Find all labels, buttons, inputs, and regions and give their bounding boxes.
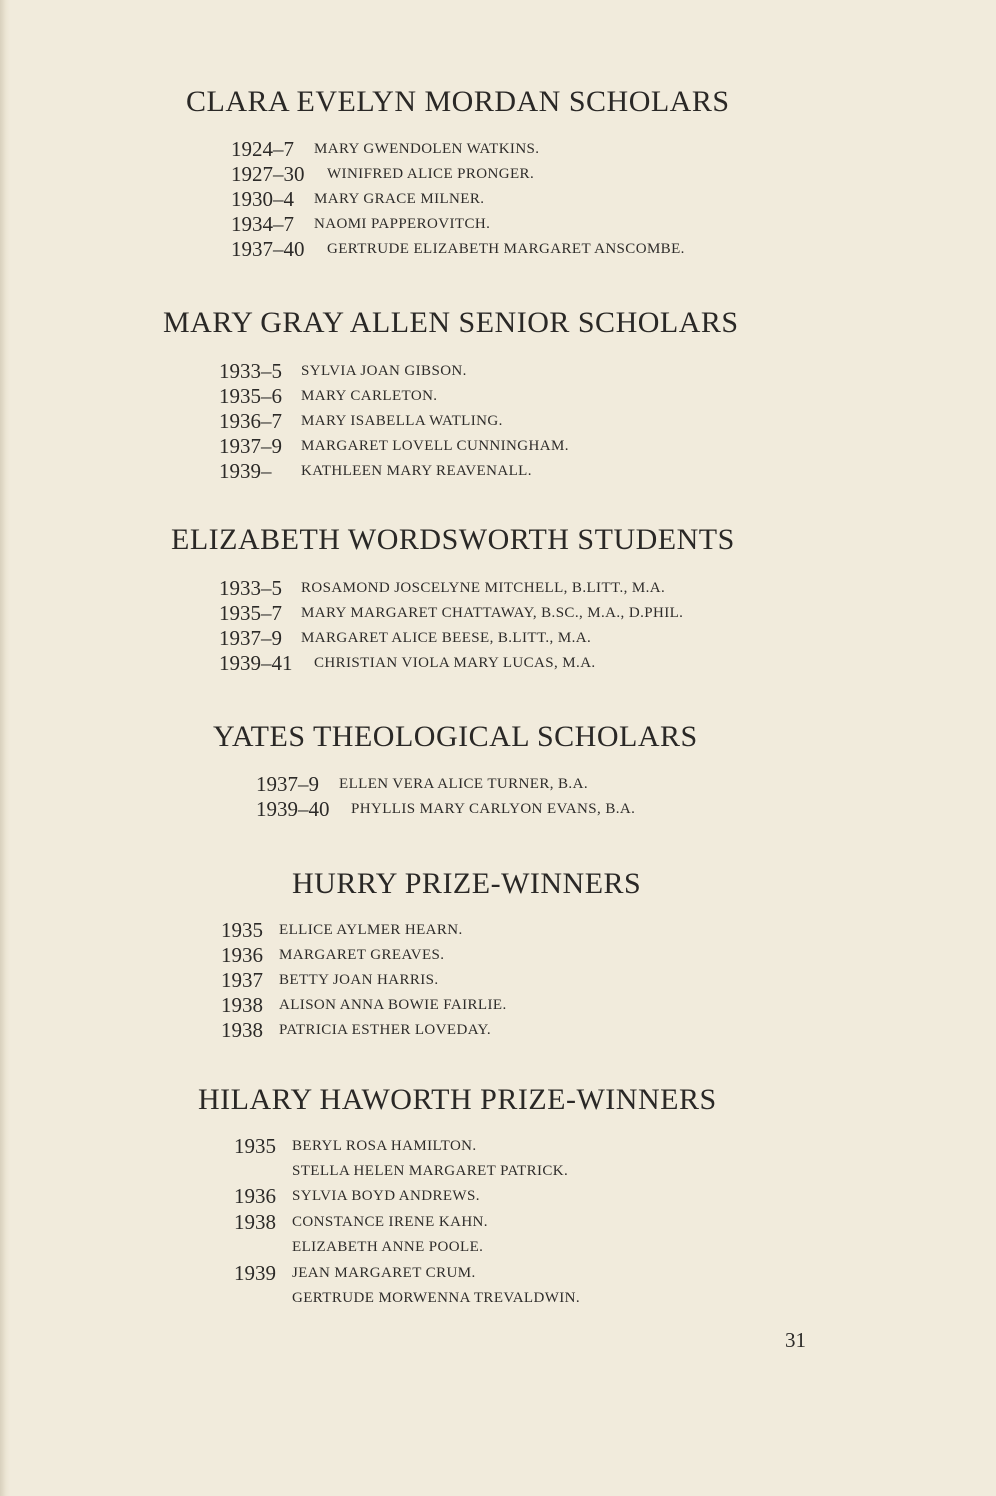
list-item	[231, 237, 685, 262]
entry-name: GERTRUDE ELIZABETH MARGARET ANSCOMBE.	[327, 241, 685, 257]
entry-year: 1936	[234, 1184, 276, 1208]
entry-year: 1937–9	[256, 772, 319, 796]
entry-year: 1934–7	[231, 212, 294, 236]
list-item	[219, 576, 666, 601]
entry-name: MARGARET GREAVES.	[279, 947, 445, 963]
entry-name: MARGARET LOVELL CUNNINGHAM.	[301, 438, 569, 454]
entry-name: JEAN MARGARET CRUM.	[292, 1265, 476, 1281]
list-item	[231, 137, 540, 162]
list-item	[221, 943, 445, 968]
list-item	[219, 626, 592, 651]
list-item	[221, 993, 507, 1018]
entry-year: 1938	[221, 1018, 263, 1042]
entry-year: 1937–9	[219, 626, 282, 650]
entry-year: 1924–7	[231, 137, 294, 161]
entry-name: PATRICIA ESTHER LOVEDAY.	[279, 1022, 491, 1038]
list-item	[219, 409, 503, 434]
entry-name: MARY CARLETON.	[301, 388, 438, 404]
entry-year: 1930–4	[231, 187, 294, 211]
list-item	[219, 601, 684, 626]
entry-name: MARY ISABELLA WATLING.	[301, 413, 503, 429]
list-item	[221, 918, 463, 943]
entry-name: WINIFRED ALICE PRONGER.	[327, 166, 535, 182]
entry-year: 1939–40	[256, 797, 330, 821]
list-item	[231, 162, 535, 187]
entry-year: 1939–41	[219, 651, 293, 675]
entry-year: 1939–	[219, 459, 272, 483]
entry-name: SYLVIA BOYD ANDREWS.	[292, 1188, 480, 1204]
list-item	[231, 212, 491, 237]
entry-year: 1936–7	[219, 409, 282, 433]
list-item	[219, 459, 532, 484]
entry-name: KATHLEEN MARY REAVENALL.	[301, 463, 532, 479]
list-item	[234, 1261, 476, 1286]
entry-name: BETTY JOAN HARRIS.	[279, 972, 439, 988]
list-item	[234, 1210, 488, 1235]
entry-year: 1935	[221, 918, 263, 942]
entry-name: SYLVIA JOAN GIBSON.	[301, 363, 467, 379]
entry-year: 1939	[234, 1261, 276, 1285]
entry-year: 1933–5	[219, 359, 282, 383]
entry-year: 1935	[234, 1134, 276, 1158]
entry-name: MARGARET ALICE BEESE, B.LITT., M.A.	[301, 630, 592, 646]
list-item	[219, 359, 467, 384]
entry-name: MARY MARGARET CHATTAWAY, B.SC., M.A., D.PHIL.	[301, 605, 684, 621]
list-item	[256, 772, 588, 797]
section-heading: MARY GRAY ALLEN SENIOR SCHOLARS	[163, 306, 739, 339]
entry-name: ELLICE AYLMER HEARN.	[279, 922, 463, 938]
section-heading: CLARA EVELYN MORDAN SCHOLARS	[186, 85, 730, 118]
entry-name: ROSAMOND JOSCELYNE MITCHELL, B.LITT., M.A.	[301, 580, 666, 596]
page-number: 31	[785, 1328, 806, 1352]
entry-name: ELLEN VERA ALICE TURNER, B.A.	[339, 776, 588, 792]
list-item	[219, 434, 569, 459]
entry-year: 1935–7	[219, 601, 282, 625]
entry-name: MARY GWENDOLEN WATKINS.	[314, 141, 540, 157]
section-heading: ELIZABETH WORDSWORTH STUDENTS	[171, 523, 735, 556]
list-item	[256, 797, 636, 822]
entry-name: PHYLLIS MARY CARLYON EVANS, B.A.	[351, 801, 636, 817]
entry-year: 1927–30	[231, 162, 305, 186]
entry-name: ALISON ANNA BOWIE FAIRLIE.	[279, 997, 507, 1013]
entry-name: MARY GRACE MILNER.	[314, 191, 485, 207]
entry-name: ELIZABETH ANNE POOLE.	[292, 1239, 484, 1255]
section-heading: YATES THEOLOGICAL SCHOLARS	[213, 720, 698, 753]
entry-name: NAOMI PAPPEROVITCH.	[314, 216, 491, 232]
entry-name: BERYL ROSA HAMILTON.	[292, 1138, 477, 1154]
entry-year: 1937–40	[231, 237, 305, 261]
entry-name: GERTRUDE MORWENNA TREVALDWIN.	[292, 1290, 581, 1306]
entry-year: 1933–5	[219, 576, 282, 600]
entry-name: STELLA HELEN MARGARET PATRICK.	[292, 1163, 569, 1179]
list-item	[221, 1018, 491, 1043]
entry-year: 1935–6	[219, 384, 282, 408]
list-item	[219, 384, 438, 409]
entry-year: 1936	[221, 943, 263, 967]
section-heading: HURRY PRIZE-WINNERS	[292, 867, 642, 900]
entry-year: 1938	[234, 1210, 276, 1234]
entry-name: CONSTANCE IRENE KAHN.	[292, 1214, 488, 1230]
entry-name: CHRISTIAN VIOLA MARY LUCAS, M.A.	[314, 655, 596, 671]
list-item	[231, 187, 485, 212]
entry-year: 1937–9	[219, 434, 282, 458]
page-binding-edge	[0, 0, 10, 1496]
entry-year: 1937	[221, 968, 263, 992]
list-item	[234, 1134, 477, 1159]
entry-year: 1938	[221, 993, 263, 1017]
list-item	[234, 1184, 480, 1209]
section-heading: HILARY HAWORTH PRIZE-WINNERS	[198, 1083, 717, 1116]
list-item	[219, 651, 596, 676]
list-item	[221, 968, 439, 993]
